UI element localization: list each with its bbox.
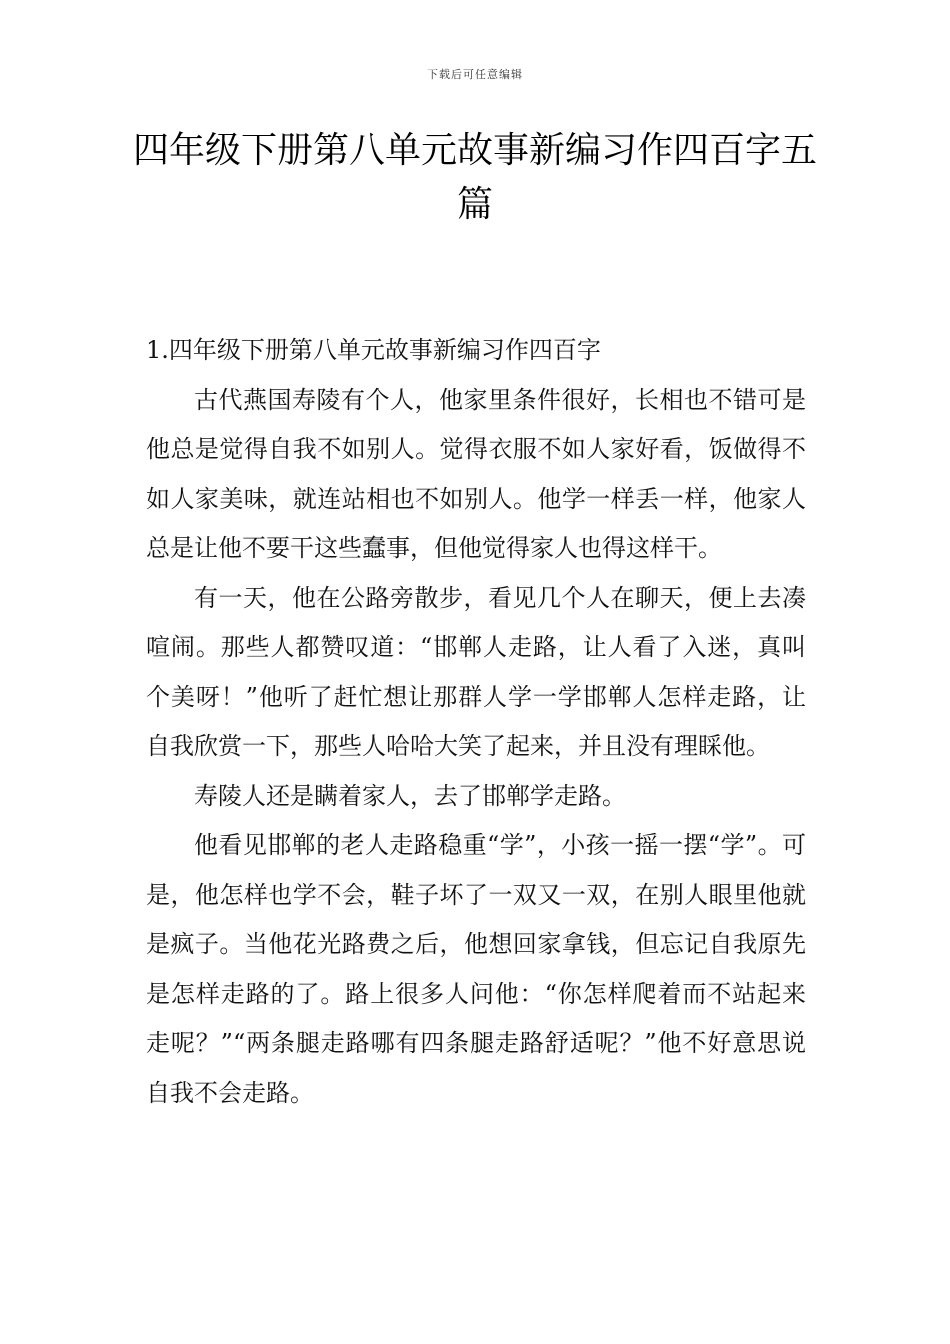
paragraph: 他看见邯郸的老人走路稳重“学”，小孩一摇一摆“学”。可是，他怎样也学不会，鞋子坏了一双又一双，在别人眼里他就是疯子。当他花光路费之后，他想回家拿钱，但忘记自我原先是怎样走路的了。路上很多人问他：“你怎样爬着而不站起来走呢？”“两条腿走路哪有四条腿走路舒适呢？”他不好意思说自我不会走路。 — [146, 831, 806, 1107]
document-body — [146, 326, 806, 1118]
paragraph: 古代燕国寿陵有个人，他家里条件很好，长相也不错可是他总是觉得自我不如别人。觉得衣服不如人家好看，饭做得不如人家美味，就连站相也不如别人。他学一样丢一样，他家人总是让他不要干这些蠢事，但他觉得家人也得这样干。 — [146, 385, 806, 562]
paragraph: 寿陵人还是瞒着家人，去了邯郸学走路。 — [194, 781, 626, 810]
document-title: 四年级下册第八单元故事新编习作四百字五篇 — [132, 130, 817, 225]
section-heading: 1.四年级下册第八单元故事新编习作四百字 — [146, 336, 601, 364]
header-note: 下载后可任意编辑 — [427, 68, 523, 81]
paragraph: 有一天，他在公路旁散步，看见几个人在聊天，便上去凑喧闹。那些人都赞叹道：“邯郸人走路，让人看了入迷，真叫个美呀！”他听了赶忙想让那群人学一学邯郸人怎样走路，让自我欣赏一下，那些人哈哈大笑了起来，并且没有理睬他。 — [146, 583, 806, 760]
